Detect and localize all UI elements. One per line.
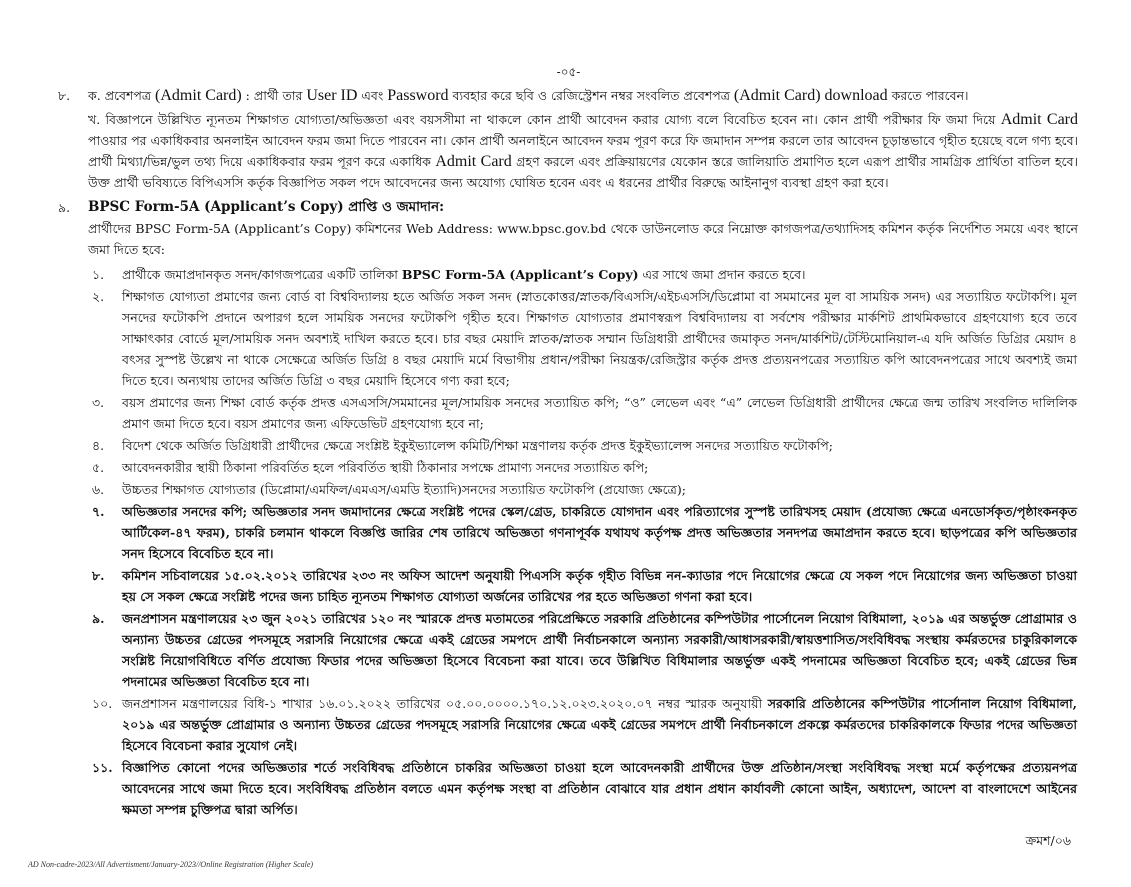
list-item <box>92 286 1077 391</box>
section-intro: প্রার্থীদের BPSC Form-5A (Applicant’s Copy) কমিশনের Web Address: www.bpsc.gov.bd থেকে ডাউনলোড করে নিম্নোক্ত কাগজপত্র/তথ্যাদিসহ কমিশন কর্তৃক নির্দেশিত সময়ে এবং স্থানে জমা দিতে হবে: <box>88 221 1078 257</box>
item-text: জনপ্রশাসন মন্ত্রণালয়ের বিধি-১ শাখার ১৬.০১.২০২২ তারিখের ০৫.০০.০০০০.১৭০.১২.০২৩.২০২০.০৭ নম্বর স্মারক অনুযায়ী <box>122 696 768 711</box>
item-number: ৫. <box>92 460 105 475</box>
text: ক. প্রবেশপত্র <box>88 88 156 103</box>
continued-label: ক্রমশ/০৬ <box>1025 833 1071 848</box>
text: Admit Card <box>1000 111 1078 128</box>
section-number: ৮. <box>58 88 71 103</box>
item-text: প্রার্থীকে জমাপ্রদানকৃত সনদ/কাগজপত্রের একটি তালিকা <box>122 267 402 282</box>
list-item <box>92 435 1077 456</box>
item-text: বয়স প্রমাণের জন্য শিক্ষা বোর্ড কর্তৃক প্রদত্ত এসএসসি/সমমানের মূল/সাময়িক সনদের সত্যায়িত কপি; “ও” লেভেল এবং “এ” লেভেল ডিগ্রিধারী প্রার্থীদের ক্ষেত্রে জন্ম তারিখ সংবলিত দালিলিক প্রমাণ জমা দিতে হবে। বয়স প্রমাণের জন্য এফিডেভিট গ্রহণযোগ্য হবে না; <box>122 395 1077 431</box>
section-heading: BPSC Form-5A (Applicant’s Copy) প্রাপ্তি ও জমাদান: <box>88 199 445 215</box>
list-item <box>92 457 1077 478</box>
section-number: ৯. <box>58 200 71 215</box>
text: : প্রার্থী তার <box>241 88 307 103</box>
item-number: ৯. <box>92 611 105 626</box>
section-8 <box>58 85 1078 193</box>
item-number: ১. <box>92 267 105 282</box>
item-text: সরকারি প্রতিষ্ঠানের কম্পিউটার পার্সোনাল নিয়োগ বিধিমালা, ২০১৯ এর অন্তর্ভুক্ত প্রোগ্রামার ও অন্যান্য উচ্চতর গ্রেডের পদসমূহে সরাসরি নিয়োগের ক্ষেত্রে একই গ্রেডের সমপদে প্রার্থী নির্বাচনকালে প্রকল্পে কর্মরতদের চাকরিকালকে ফিডার পদের অভিজ্ঞতা হিসেবে বিবেচনা করার সুযোগ নেই। <box>122 696 1078 753</box>
item-number: ১০. <box>92 696 113 711</box>
page-number: -০৫- <box>556 65 581 79</box>
item-text: অভিজ্ঞতার সনদের কপি; অভিজ্ঞতার সনদ জমাদানের ক্ষেত্রে সংশ্লিষ্ট পদের স্কেল/গ্রেড, চাকরিতে যোগদান এবং পরিত্যাগের সুস্পষ্ট তারিখসহ মেয়াদ (প্রযোজ্য ক্ষেত্রে এনডোর্সকৃত/পৃষ্ঠাংকনকৃত আর্টিকেল-৪৭ ফরম), চাকরি চলমান থাকলে বিজ্ঞপ্তি জারির শেষ তারিখে অভিজ্ঞতা গণনাপূর্বক যথাযথ কর্তৃপক্ষ প্রদত্ত অভিজ্ঞতার সনদপত্র জমাপ্রদান করতে হবে। ছাড়পত্রের কপি অভিজ্ঞতার সনদ হিসেবে বিবেচিত হবে না। <box>122 504 1077 561</box>
item-text: কমিশন সচিবালয়ের ১৫.০২.২০১২ তারিখের ২৩৩ নং অফিস আদেশ অনুযায়ী পিএসসি কর্তৃক গৃহীত বিভিন্ন নন-ক্যাডার পদে নিয়োগের ক্ষেত্রে যে সকল পদে নিয়োগের জন্য অভিজ্ঞতা চাওয়া হয় সে সকল ক্ষেত্রে সংশ্লিষ্ট পদের জন্য চাহিত ন্যূনতম শিক্ষাগত যোগ্যতা অর্জনের তারিখের পর হতে অভিজ্ঞতা গণনা করা হবে। <box>122 568 1077 604</box>
text: (Admit Card) download <box>733 87 888 104</box>
text: গ্রহণ করলে এবং প্রক্রিয়ায়ণের যেকোন স্তরে জালিয়াতি প্রমাণিত হলে এরূপ প্রার্থীর সামগ্রিক প্রার্থিতা বাতিল হবে। উক্ত প্রার্থী ভবিষ্যতে বিপিএসসি কর্তৃক বিজ্ঞাপিত সকল পদে আবেদনের জন্য অযোগ্য ঘোষিত হবেন এবং এ ধরনের প্রার্থীর বিরুদ্ধে আইনানুগ ব্যবস্থা গ্রহণ করা হবে। <box>88 154 1078 190</box>
text: Password <box>387 87 449 104</box>
list-item <box>92 608 1077 692</box>
text: এবং <box>357 88 388 103</box>
item-number: ৭. <box>92 504 105 519</box>
text: (Admit Card) <box>155 87 242 104</box>
section-9 <box>58 197 1078 260</box>
text: ব্যবহার করে ছবি ও রেজিস্ট্রেশন নম্বর সংবলিত প্রবেশপত্র <box>448 88 734 103</box>
requirements-list <box>92 264 1077 820</box>
list-item <box>92 479 1077 500</box>
text: করতে পারবেন। <box>887 88 969 103</box>
item-number: ২. <box>92 289 105 304</box>
item-number: ১১. <box>92 760 113 775</box>
list-item <box>92 565 1077 607</box>
item-text: উচ্চতর শিক্ষাগত যোগ্যতার (ডিপ্লোমা/এমফিল/এমএস/এমডি ইত্যাদি)সনদের সত্যায়িত ফটোকপি (প্রযোজ্য ক্ষেত্রে); <box>122 482 686 497</box>
text: খ. বিজ্ঞাপনে উল্লিখিত ন্যূনতম শিক্ষাগত যোগ্যতা/অভিজ্ঞতা এবং বয়সসীমা না থাকলে কোন প্রার্থী আবেদন করার যোগ্য বলে বিবেচিত হবেন না। কোন প্রার্থী পরীক্ষার ফি জমা দিয়ে <box>88 112 1001 127</box>
item-number: ৬. <box>92 482 105 497</box>
item-text: বিদেশ থেকে অর্জিত ডিগ্রিধারী প্রার্থীদের ক্ষেত্রে সংশ্লিষ্ট ইকুইভ্যালেন্স কমিটি/শিক্ষা মন্ত্রণালয় কর্তৃক প্রদত্ত ইকুইভ্যালেন্স সনদের সত্যায়িত ফটোকপি; <box>122 438 833 453</box>
list-item <box>92 693 1077 756</box>
item-text: শিক্ষাগত যোগ্যতা প্রমাণের জন্য বোর্ড বা বিশ্ববিদ্যালয় হতে অর্জিত সকল সনদ (স্নাতকোত্তর/স্নাতক/বিএসসি/এইচএসসি/ডিপ্লোমা বা সমমানের মূল বা সাময়িক সনদ) এর সত্যায়িত ফটোকপি। মূল সনদের ফটোকপি প্রদানে অপারগ হলে সাময়িক সনদের ফটোকপি গৃহীত হবে। শিক্ষাগত যোগ্যতার প্রমাণস্বরূপ বিশ্ববিদ্যালয় বা সর্বশেষ পরীক্ষার মার্কশিট প্রাথমিকভাবে গ্রহণযোগ্য হবে তবে সাক্ষাৎকার বোর্ডে মূল/সাময়িক সনদ অবশ্যই দাখিল করতে হবে। চার বছর মেয়াদি স্নাতক/স্নাতক সম্মান ডিগ্রিধারী প্রার্থীদের জমাকৃত সনদ/মার্কশিট/টেস্টিমোনিয়াল-এ যদি অর্জিত ডিগ্রির মেয়াদ ৪ বৎসর সুস্পষ্ট উল্লেখ না থাকে সেক্ষেত্রে অর্জিত ডিগ্রি ৪ বছর মেয়াদি মর্মে বিভাগীয় প্রধান/পরীক্ষা নিয়ন্ত্রক/রেজিস্ট্রার কর্তৃক প্রদত্ত প্রত্যয়নপত্রের সত্যায়িত কপি আবেদনপত্রের সাথে অবশ্যই জমা দিতে হবে। অন্যথায় তাদের অর্জিত ডিগ্রি ৩ বছর মেয়াদি হিসেবে গণ্য করা হবে; <box>122 289 1077 388</box>
list-item <box>92 757 1077 820</box>
item-text: জনপ্রশাসন মন্ত্রণালয়ের ২৩ জুন ২০২১ তারিখের ১২০ নং স্মারকে প্রদত্ত মতামতের পরিপ্রেক্ষিতে সরকারি প্রতিষ্ঠানের কম্পিউটার পার্সোনেল নিয়োগ বিধিমালা, ২০১৯ এর অন্তর্ভুক্ত প্রোগ্রামার ও অন্যান্য উচ্চতর গ্রেডের পদসমূহে সরাসরি নিয়োগের ক্ষেত্রে একই গ্রেডের সমপদে প্রার্থী নির্বাচনকালে অন্যান্য সরকারী/আধাসরকারী/স্বায়ত্তশাসিত/সংবিধিবদ্ধ সংস্থায় কর্মরতদের চাকুরিকালকে সংশ্লিষ্ট নিয়োগবিধিতে বর্ণিত প্রযোজ্য ফিডার পদের অভিজ্ঞতা হিসেবে বিবেচনা করা যাবে। তবে উল্লিখিত বিধিমালার অন্তর্ভুক্ত একই পদনামের অভিজ্ঞতা বিবেচিত হবে; একই গ্রেডের ভিন্ন পদনামের অভিজ্ঞতা বিবেচিত হবে না। <box>122 611 1077 689</box>
text: Admit Card <box>435 153 512 170</box>
text: User ID <box>306 87 358 104</box>
section-8-ka <box>88 85 1078 106</box>
footer-path: AD Non-cadre-2023/All Advertisment/January-2023//Online Registration (Higher Scale) <box>28 860 314 869</box>
item-text: আবেদনকারীর স্থায়ী ঠিকানা পরিবর্তিত হলে পরিবর্তিত স্থায়ী ঠিকানার সপক্ষে প্রামাণ্য সনদের সত্যায়িত কপি; <box>122 460 649 475</box>
list-item <box>92 264 1077 285</box>
item-number: ৪. <box>92 438 105 453</box>
text: পাওয়ার পর একাধিকবার অনলাইন আবেদন ফরম জমা দিতে পারবেন না। কোন প্রার্থী অনলাইনে আবেদন ফরম পূরণ করে ফি জমাদান সম্পন্ন করলে তার আবেদন চূড়ান্তভাবে গৃহীত হয়েছে বলে গণ্য হবে। প্রার্থী মিথ্যা/ভিন্ন/ভুল তথ্য দিয়ে একাধিকবার ফরম পূরণ করে একাধিক <box>88 133 1078 169</box>
item-text: বিজ্ঞাপিত কোনো পদের অভিজ্ঞতার শর্তে সংবিধিবদ্ধ প্রতিষ্ঠানে চাকরির অভিজ্ঞতা চাওয়া হলে আবেদনকারী প্রার্থীদের উক্ত প্রতিষ্ঠান/সংস্থা সংবিধিবদ্ধ সংস্থা মর্মে কর্তৃপক্ষের প্রত্যয়নপত্র আবেদনের সাথে জমা দিতে হবে। সংবিধিবদ্ধ প্রতিষ্ঠান বলতে এমন কর্তৃপক্ষ সংস্থা বা প্রতিষ্ঠান বোঝাবে যার প্রধান প্রধান কার্যাবলী কোনো আইন, অধ্যাদেশ, আদেশ বা বাংলাদেশে আইনের ক্ষমতা সম্পন্ন চুক্তিপত্র দ্বারা অর্পিত। <box>122 760 1077 817</box>
list-item <box>92 392 1077 434</box>
list-item <box>92 501 1077 564</box>
item-number: ৩. <box>92 395 105 410</box>
item-text: BPSC Form-5A (Applicant’s Copy) <box>401 267 639 282</box>
section-8-kha <box>88 109 1078 193</box>
item-text: এর সাথে জমা প্রদান করতে হবে। <box>638 267 806 282</box>
item-number: ৮. <box>92 568 105 583</box>
